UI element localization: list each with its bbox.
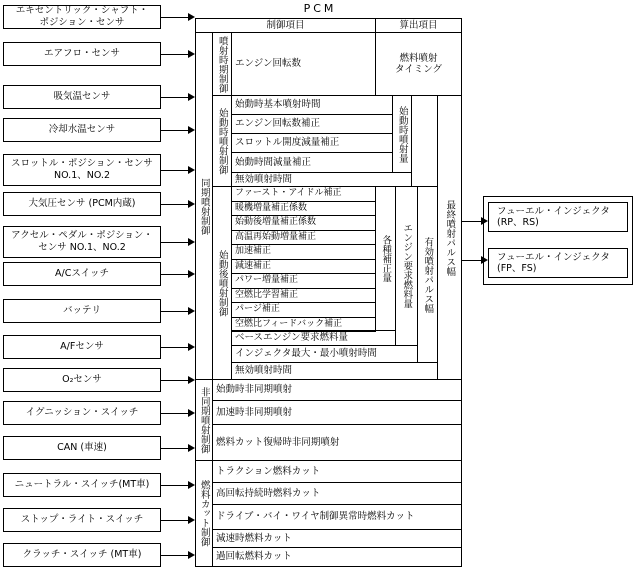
after-item: 空燃比学習補正 (231, 288, 376, 304)
pcm-title: PCM (303, 2, 337, 15)
input-arrow-head (188, 93, 195, 101)
sensor-box: エキセントリック・シャフト・ ポジション・センサ (3, 5, 161, 29)
async-item: 加速時非同期噴射 (212, 400, 462, 425)
calc-each: 各種補正量 (375, 186, 396, 331)
timing-calc: 燃料噴射 タイミング (375, 32, 462, 96)
input-arrow-head (188, 343, 195, 351)
input-arrow-head (188, 551, 195, 559)
after-item: 空燃比フィードバック補正 (231, 317, 376, 333)
output-arrow-line (462, 221, 481, 222)
sensor-box: クラッチ・スイッチ (MT車) (3, 543, 161, 567)
input-arrow-head (188, 13, 195, 21)
sensor-box: イグニッション・スイッチ (3, 401, 161, 425)
cut-item: トラクション燃料カット (212, 460, 462, 483)
after-item: 加速補正 (231, 244, 376, 260)
input-arrow-head (188, 376, 195, 384)
sensor-box: A/Fセンサ (3, 335, 161, 359)
input-arrow-head (188, 200, 195, 208)
calc-effective: 有効噴射パルス幅 (417, 186, 438, 363)
calc-final: 最終噴射パルス幅 (437, 95, 462, 380)
input-arrow-line (161, 204, 188, 205)
header-control: 制御項目 (195, 18, 376, 33)
sensor-box: O₂センサ (3, 368, 161, 392)
after-item: 高温再始動増量補正 (231, 230, 376, 246)
input-arrow-line (161, 130, 188, 131)
sensor-box: バッテリ (3, 299, 161, 323)
sensor-box: 大気圧センサ (PCM内蔵) (3, 192, 161, 216)
input-arrow-line (161, 555, 188, 556)
sensor-box: CAN (車速) (3, 436, 161, 460)
input-arrow-line (161, 311, 188, 312)
injector-front (488, 248, 628, 278)
async-item: 始動時非同期噴射 (212, 379, 462, 401)
start-item: エンジン回転数補正 (231, 114, 393, 134)
input-arrow-line (161, 242, 188, 243)
input-arrow-head (188, 50, 195, 58)
injector-cyl: (FP、FS) (497, 263, 537, 274)
sensor-box: ストップ・ライト・スイッチ (3, 508, 161, 532)
start-item: スロットル開度減量補正 (231, 133, 393, 153)
cut-item: 減速時燃料カット (212, 529, 462, 548)
group-after: 始動後噴射制御 (212, 186, 232, 380)
invalid-time-1: 無効噴射時間 (231, 172, 412, 187)
start-calc: 始動時噴射量 (392, 95, 412, 173)
input-arrow-line (161, 448, 188, 449)
invalid-time-2: 無効噴射時間 (231, 362, 438, 380)
input-arrow-line (161, 97, 188, 98)
after-item: 暖機増量補正係数 (231, 201, 376, 217)
input-arrow-head (188, 307, 195, 315)
input-arrow-head (188, 238, 195, 246)
input-arrow-line (161, 380, 188, 381)
async-item: 燃料カット復帰時非同期噴射 (212, 424, 462, 461)
cut-item: 過回転燃料カット (212, 547, 462, 567)
output-arrow-line (462, 260, 481, 261)
after-item: 減速補正 (231, 259, 376, 275)
sensor-box: スロットル・ポジション・センサ NO.1、NO.2 (3, 154, 161, 186)
cut-item: ドライブ・バイ・ワイヤ制御異常時燃料カット (212, 504, 462, 530)
cut-item: 高回転持続時燃料カット (212, 482, 462, 505)
input-arrow-line (161, 347, 188, 348)
injector-rear (488, 202, 628, 232)
calc-engine: エンジン要求燃料量 (395, 186, 418, 346)
sensor-box: アクセル・ペダル・ポジション・ センサ NO.1、NO.2 (3, 226, 161, 258)
input-arrow-line (161, 274, 188, 275)
start-item: 始動時間減量補正 (231, 152, 393, 173)
group-async: 非同期噴射制御 (195, 379, 213, 461)
input-arrow-head (188, 444, 195, 452)
after-item: パワー増量補正 (231, 273, 376, 289)
input-arrow-line (161, 485, 188, 486)
sensor-box: ニュートラル・スイッチ(MT車) (3, 473, 161, 497)
injector-label: フューエル・インジェクタ (497, 205, 610, 217)
input-arrow-head (188, 481, 195, 489)
sensor-box: エアフロ・センサ (3, 42, 161, 66)
input-arrow-head (188, 409, 195, 417)
input-arrow-line (161, 54, 188, 55)
input-arrow-line (161, 520, 188, 521)
group-start: 始動時噴射制御 (212, 95, 232, 187)
base-fuel: ベースエンジン要求燃料量 (231, 330, 396, 346)
injector-label: フューエル・インジェクタ (497, 251, 610, 263)
after-item: 始動後増量補正係数 (231, 215, 376, 231)
injector-minmax: インジェクタ最大・最小噴射時間 (231, 345, 418, 363)
sensor-box: A/Cスイッチ (3, 262, 161, 286)
input-arrow-head (188, 516, 195, 524)
input-arrow-head (188, 126, 195, 134)
input-arrow-head (188, 166, 195, 174)
group-timing: 噴射時期制御 (212, 32, 232, 96)
group-cut: 燃料カット制御 (195, 460, 213, 567)
after-item: ファースト・アイドル補正 (231, 186, 376, 202)
sensor-box: 吸気温センサ (3, 85, 161, 109)
input-arrow-line (161, 170, 188, 171)
input-arrow-head (188, 270, 195, 278)
after-item: パージ補正 (231, 302, 376, 318)
input-arrow-line (161, 17, 188, 18)
injector-cyl: (RP、RS) (497, 217, 539, 228)
header-calc: 算出項目 (375, 18, 462, 33)
group-sync: 同期噴射制御 (195, 32, 213, 380)
sensor-box: 冷却水温センサ (3, 118, 161, 142)
input-arrow-line (161, 413, 188, 414)
timing-item: エンジン回転数 (231, 32, 376, 96)
start-item: 始動時基本噴射時間 (231, 95, 393, 115)
